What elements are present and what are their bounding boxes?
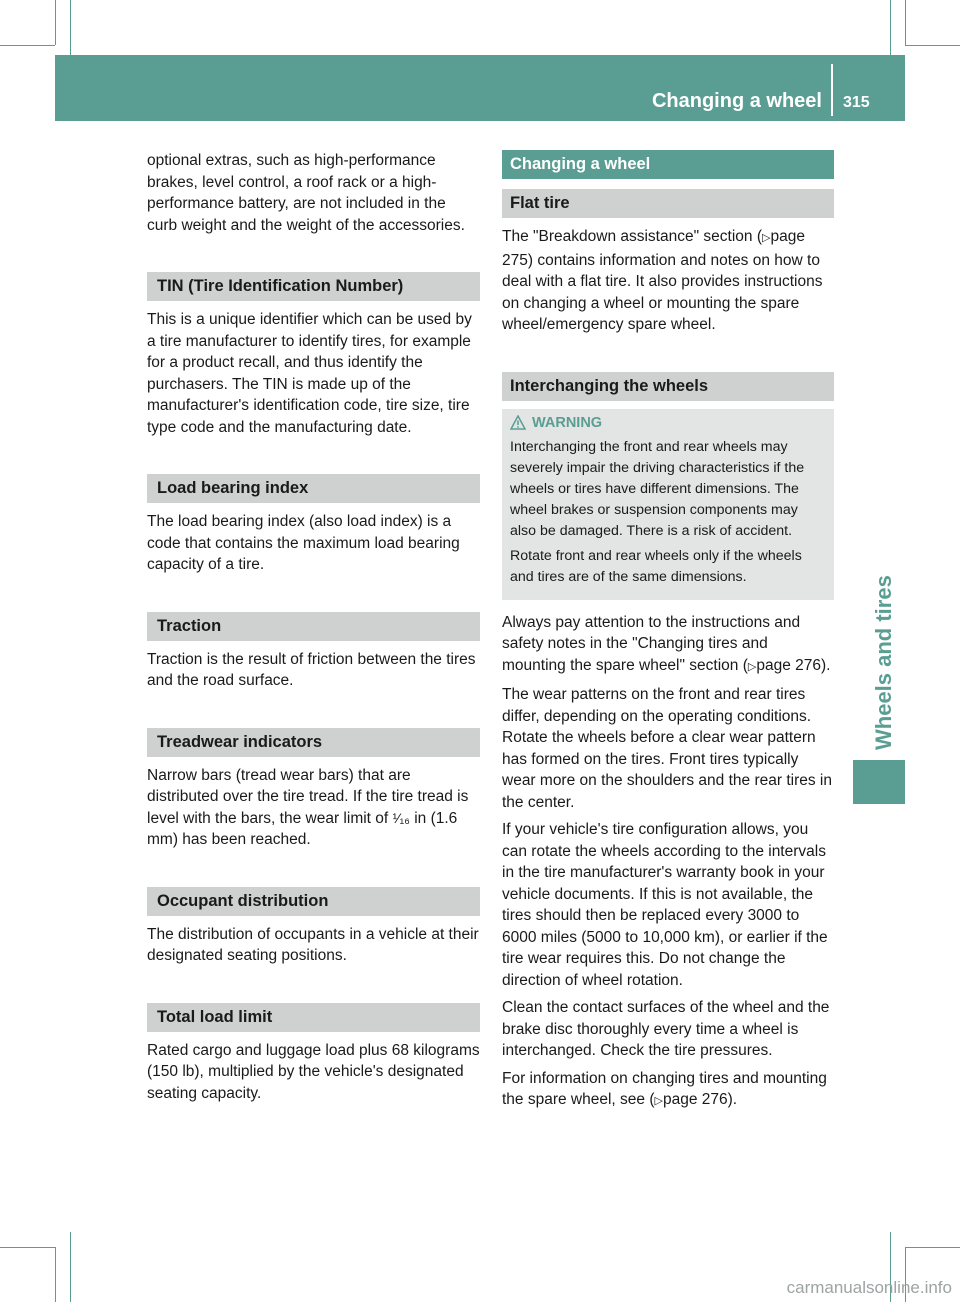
treadwear-text-b: in (1.6 mm) has been reached. (147, 809, 458, 848)
page-ref-arrow-icon: ▷ (762, 232, 771, 244)
interchanging-paragraph-3: If your vehicle's tire configuration allows, you can rotate the wheels according to the intervals in the tire manufacturer's warranty book in your vehicle documents. If this is not available, the tires should then be replaced every 3000 to 6000 miles (5000 to 10,000 km), or earlier if the tire wear requires this. Do not change the direction of wheel rotation. (502, 821, 828, 989)
crop-mark (905, 0, 906, 45)
side-tab-label: Wheels and tires (871, 575, 896, 750)
section-heading-flat-tire: Flat tire (502, 189, 834, 218)
interchanging-paragraph-5 (502, 1068, 834, 1113)
crop-mark (55, 0, 56, 45)
warning-triangle-icon (510, 415, 526, 430)
left-column (147, 150, 480, 1110)
section-body-treadwear (147, 765, 480, 851)
chapter-heading: Changing a wheel (502, 150, 834, 179)
crop-mark (890, 0, 891, 55)
warning-paragraph-1: Interchanging the front and rear wheels may severely impair the driving characteristics if the wheels or tires have different dimensions. The wheel brakes or suspension components may also be damaged. There is a risk of accident. (510, 438, 805, 539)
page-number: 315 (843, 94, 870, 111)
interchanging-paragraph-2: The wear patterns on the front and rear tires differ, depending on the operating conditions. Rotate the wheels before a clear wear pattern has formed on the tires. Front tires typically wear more on the shoulders and the rear tires in the center. (502, 686, 832, 811)
section-heading-traction: Traction (147, 612, 480, 641)
crop-mark (905, 1247, 960, 1248)
section-heading-total-load: Total load limit (147, 1003, 480, 1032)
crop-mark (0, 1247, 55, 1248)
treadwear-text-a: Narrow bars (tread wear bars) that are distributed over the tire tread. If the tire tread is level with the bars, the wear limit of (147, 766, 469, 827)
warning-title (510, 415, 826, 431)
section-body-flat-tire (502, 226, 834, 336)
side-tab-block (853, 760, 905, 804)
warning-paragraph-2: Rotate front and rear wheels only if the wheels and tires are of the same dimensions. (510, 547, 802, 585)
section-heading-interchanging: Interchanging the wheels (502, 372, 834, 401)
p5-text-a: For information on changing tires and mounting the spare wheel, see ( (502, 1069, 827, 1108)
section-body-total-load: Rated cargo and luggage load plus 68 kilograms (150 lb), multiplied by the vehicle's designated seating capacity. (147, 1041, 480, 1102)
warning-box (502, 409, 834, 600)
page-ref-arrow-icon: ▷ (654, 1095, 663, 1107)
section-body-load-index: The load bearing index (also load index) is a code that contains the maximum load bearing capacity of a tire. (147, 513, 460, 573)
page-ref-arrow-icon: ▷ (747, 660, 757, 673)
flat-tire-text-b: page 275) contains information and notes on how to deal with a flat tire. It also provides instructions on changing a wheel or mounting the spare wheel/emergency spare wheel. (502, 228, 823, 333)
crop-mark (905, 45, 960, 46)
crop-mark (70, 0, 71, 55)
right-column (502, 150, 834, 1119)
page-header-title: Changing a wheel (651, 90, 822, 112)
header-divider (831, 64, 833, 116)
section-heading-load-index: Load bearing index (147, 474, 480, 503)
p1-text-b: page 276). (756, 656, 831, 674)
crop-mark (70, 1232, 71, 1302)
crop-mark (0, 45, 55, 46)
section-heading-occupant: Occupant distribution (147, 887, 480, 916)
interchanging-paragraph-4: Clean the contact surfaces of the wheel and the brake disc thoroughly every time a wheel is interchanged. Check the tire pressures. (502, 999, 830, 1059)
section-heading-treadwear: Treadwear indicators (147, 728, 480, 757)
crop-mark (55, 1247, 56, 1302)
p1-text-a: Always pay attention to the instructions and safety notes in the "Changing tires and mounting the spare wheel" section ( (502, 613, 801, 674)
interchanging-paragraph-1 (502, 612, 834, 679)
watermark: carmanualsonline.info (786, 1278, 952, 1297)
fraction: ¹⁄₁₆ (392, 809, 410, 826)
section-body-occupant: The distribution of occupants in a vehicle at their designated seating positions. (147, 925, 479, 964)
p5-text-b: page 276). (662, 1091, 738, 1108)
section-body-tin: This is a unique identifier which can be used by a tire manufacturer to identify tires, for example for a product recall, and thus identify the purchasers. The TIN is made up of the manufacturer's identification code, tire size, tire type code and the manufacturing date. (147, 311, 472, 436)
section-body-traction: Traction is the result of friction between the tires and the road surface. (147, 650, 476, 689)
section-heading-tin: TIN (Tire Identification Number) (147, 272, 480, 301)
intro-paragraph: optional extras, such as high-performance brakes, level control, a roof rack or a high-performance battery, are not included in the curb weight and the weight of the accessories. (147, 152, 465, 234)
flat-tire-text-a: The "Breakdown assistance" section ( (502, 228, 762, 245)
warning-label: WARNING (532, 414, 603, 431)
